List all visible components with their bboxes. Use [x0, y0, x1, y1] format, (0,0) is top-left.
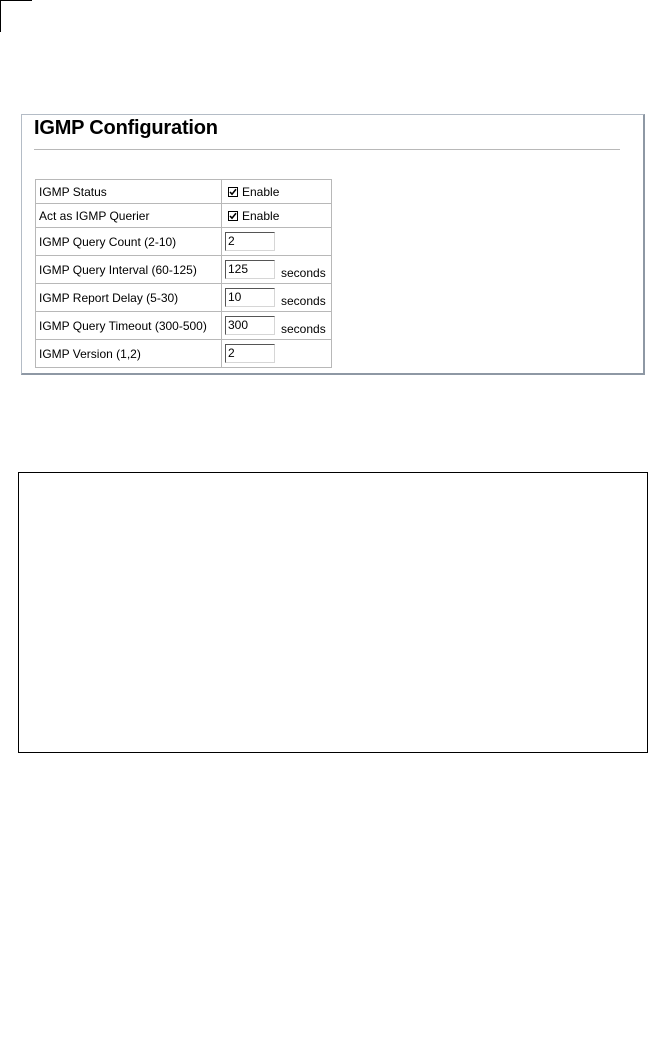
query-count-input[interactable]: 2 — [225, 232, 275, 251]
page-title: IGMP Configuration — [34, 117, 218, 139]
query-interval-input[interactable]: 125 — [225, 260, 275, 279]
igmp-status-enable-label: Enable — [242, 184, 280, 199]
query-interval-label: IGMP Query Interval (60-125) — [36, 256, 222, 284]
crop-mark — [0, 0, 32, 1]
report-delay-unit: seconds — [281, 293, 326, 308]
igmp-status-cell — [222, 180, 332, 204]
query-timeout-label: IGMP Query Timeout (300-500) — [36, 312, 222, 340]
table-row — [36, 312, 332, 340]
querier-label: Act as IGMP Querier — [36, 204, 222, 228]
querier-cell — [222, 204, 332, 228]
table-row — [36, 284, 332, 312]
igmp-status-label: IGMP Status — [36, 180, 222, 204]
title-divider — [34, 149, 620, 150]
query-interval-unit: seconds — [281, 265, 326, 280]
query-timeout-input[interactable]: 300 — [225, 316, 275, 335]
checkmark-icon — [229, 188, 237, 196]
query-interval-cell — [222, 256, 332, 284]
cli-example-box — [18, 472, 648, 753]
crop-mark — [0, 0, 1, 32]
table-row — [36, 180, 332, 204]
igmp-version-label: IGMP Version (1,2) — [36, 340, 222, 368]
table-row — [36, 204, 332, 228]
query-timeout-unit: seconds — [281, 321, 326, 336]
igmp-status-checkbox[interactable] — [228, 187, 238, 197]
querier-enable-label: Enable — [242, 208, 280, 223]
table-row — [36, 256, 332, 284]
table-row — [36, 228, 332, 256]
report-delay-cell — [222, 284, 332, 312]
table-row — [36, 340, 332, 368]
igmp-settings-table — [35, 179, 332, 368]
igmp-version-cell — [222, 340, 332, 368]
querier-checkbox[interactable] — [228, 211, 238, 221]
query-timeout-cell — [222, 312, 332, 340]
checkmark-icon — [229, 212, 237, 220]
igmp-configuration-panel — [21, 114, 645, 375]
query-count-cell — [222, 228, 332, 256]
report-delay-input[interactable]: 10 — [225, 288, 275, 307]
report-delay-label: IGMP Report Delay (5-30) — [36, 284, 222, 312]
query-count-label: IGMP Query Count (2-10) — [36, 228, 222, 256]
igmp-version-input[interactable]: 2 — [225, 344, 275, 363]
